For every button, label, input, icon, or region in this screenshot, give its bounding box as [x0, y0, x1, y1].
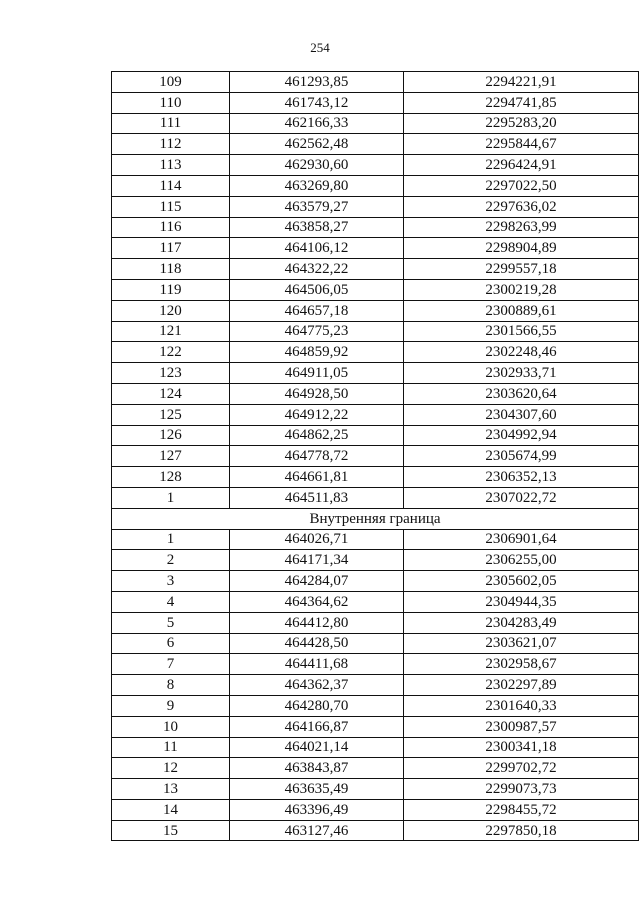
- x-coordinate-cell: 464862,25: [230, 425, 404, 446]
- y-coordinate-cell: 2300889,61: [404, 300, 639, 321]
- x-coordinate-cell: 463127,46: [230, 820, 404, 841]
- y-coordinate-cell: 2299702,72: [404, 758, 639, 779]
- point-number-cell: 122: [112, 342, 230, 363]
- table-row: [112, 571, 639, 592]
- table-row: [112, 758, 639, 779]
- section-header-row: [112, 508, 639, 529]
- point-number-cell: 8: [112, 675, 230, 696]
- table-row: [112, 175, 639, 196]
- point-number-cell: 116: [112, 217, 230, 238]
- table-row: [112, 633, 639, 654]
- point-number-cell: 128: [112, 467, 230, 488]
- outer-boundary-rows: [112, 72, 639, 509]
- y-coordinate-cell: 2302933,71: [404, 363, 639, 384]
- point-number-cell: 5: [112, 612, 230, 633]
- y-coordinate-cell: 2301640,33: [404, 695, 639, 716]
- table-row: [112, 342, 639, 363]
- table-row: [112, 72, 639, 93]
- table-row: [112, 383, 639, 404]
- x-coordinate-cell: 462930,60: [230, 155, 404, 176]
- y-coordinate-cell: 2303620,64: [404, 383, 639, 404]
- point-number-cell: 123: [112, 363, 230, 384]
- x-coordinate-cell: 464657,18: [230, 300, 404, 321]
- table-row: [112, 695, 639, 716]
- y-coordinate-cell: 2294221,91: [404, 72, 639, 93]
- y-coordinate-cell: 2303621,07: [404, 633, 639, 654]
- section-title: Внутренняя граница: [112, 508, 639, 529]
- table-row: [112, 446, 639, 467]
- y-coordinate-cell: 2302248,46: [404, 342, 639, 363]
- x-coordinate-cell: 464928,50: [230, 383, 404, 404]
- table-row: [112, 300, 639, 321]
- x-coordinate-cell: 463579,27: [230, 196, 404, 217]
- x-coordinate-cell: 464322,22: [230, 259, 404, 280]
- x-coordinate-cell: 464106,12: [230, 238, 404, 259]
- table-row: [112, 737, 639, 758]
- x-coordinate-cell: 464911,05: [230, 363, 404, 384]
- y-coordinate-cell: 2298455,72: [404, 799, 639, 820]
- point-number-cell: 126: [112, 425, 230, 446]
- x-coordinate-cell: 464166,87: [230, 716, 404, 737]
- coordinates-table: [111, 71, 639, 841]
- y-coordinate-cell: 2301566,55: [404, 321, 639, 342]
- table-row: [112, 196, 639, 217]
- x-coordinate-cell: 463635,49: [230, 779, 404, 800]
- x-coordinate-cell: 464171,34: [230, 550, 404, 571]
- y-coordinate-cell: 2296424,91: [404, 155, 639, 176]
- x-coordinate-cell: 464778,72: [230, 446, 404, 467]
- point-number-cell: 120: [112, 300, 230, 321]
- point-number-cell: 124: [112, 383, 230, 404]
- y-coordinate-cell: 2306255,00: [404, 550, 639, 571]
- point-number-cell: 112: [112, 134, 230, 155]
- x-coordinate-cell: 464912,22: [230, 404, 404, 425]
- table-row: [112, 550, 639, 571]
- table-row: [112, 425, 639, 446]
- table-row: [112, 321, 639, 342]
- y-coordinate-cell: 2297636,02: [404, 196, 639, 217]
- table-row: [112, 487, 639, 508]
- x-coordinate-cell: 463843,87: [230, 758, 404, 779]
- x-coordinate-cell: 464661,81: [230, 467, 404, 488]
- point-number-cell: 118: [112, 259, 230, 280]
- y-coordinate-cell: 2305674,99: [404, 446, 639, 467]
- table-row: [112, 779, 639, 800]
- point-number-cell: 1: [112, 529, 230, 550]
- point-number-cell: 14: [112, 799, 230, 820]
- point-number-cell: 9: [112, 695, 230, 716]
- y-coordinate-cell: 2304944,35: [404, 591, 639, 612]
- page-number: 254: [310, 40, 330, 55]
- table-row: [112, 238, 639, 259]
- x-coordinate-cell: 461293,85: [230, 72, 404, 93]
- point-number-cell: 2: [112, 550, 230, 571]
- y-coordinate-cell: 2298263,99: [404, 217, 639, 238]
- x-coordinate-cell: 464362,37: [230, 675, 404, 696]
- y-coordinate-cell: 2295283,20: [404, 113, 639, 134]
- table-row: [112, 820, 639, 841]
- table-row: [112, 467, 639, 488]
- y-coordinate-cell: 2304307,60: [404, 404, 639, 425]
- point-number-cell: 111: [112, 113, 230, 134]
- y-coordinate-cell: 2299557,18: [404, 259, 639, 280]
- point-number-cell: 3: [112, 571, 230, 592]
- point-number-cell: 7: [112, 654, 230, 675]
- x-coordinate-cell: 464280,70: [230, 695, 404, 716]
- x-coordinate-cell: 464412,80: [230, 612, 404, 633]
- table-row: [112, 113, 639, 134]
- point-number-cell: 110: [112, 92, 230, 113]
- x-coordinate-cell: 463858,27: [230, 217, 404, 238]
- x-coordinate-cell: 464411,68: [230, 654, 404, 675]
- table-row: [112, 279, 639, 300]
- point-number-cell: 127: [112, 446, 230, 467]
- y-coordinate-cell: 2302958,67: [404, 654, 639, 675]
- table-row: [112, 363, 639, 384]
- point-number-cell: 125: [112, 404, 230, 425]
- y-coordinate-cell: 2295844,67: [404, 134, 639, 155]
- point-number-cell: 113: [112, 155, 230, 176]
- point-number-cell: 119: [112, 279, 230, 300]
- x-coordinate-cell: 462562,48: [230, 134, 404, 155]
- y-coordinate-cell: 2294741,85: [404, 92, 639, 113]
- table-row: [112, 155, 639, 176]
- y-coordinate-cell: 2297022,50: [404, 175, 639, 196]
- y-coordinate-cell: 2299073,73: [404, 779, 639, 800]
- y-coordinate-cell: 2298904,89: [404, 238, 639, 259]
- point-number-cell: 114: [112, 175, 230, 196]
- point-number-cell: 15: [112, 820, 230, 841]
- y-coordinate-cell: 2300987,57: [404, 716, 639, 737]
- table-row: [112, 654, 639, 675]
- table-row: [112, 404, 639, 425]
- x-coordinate-cell: 464428,50: [230, 633, 404, 654]
- x-coordinate-cell: 462166,33: [230, 113, 404, 134]
- x-coordinate-cell: 464506,05: [230, 279, 404, 300]
- table-row: [112, 134, 639, 155]
- x-coordinate-cell: 463269,80: [230, 175, 404, 196]
- y-coordinate-cell: 2300219,28: [404, 279, 639, 300]
- y-coordinate-cell: 2306901,64: [404, 529, 639, 550]
- point-number-cell: 109: [112, 72, 230, 93]
- table-row: [112, 591, 639, 612]
- y-coordinate-cell: 2305602,05: [404, 571, 639, 592]
- y-coordinate-cell: 2304283,49: [404, 612, 639, 633]
- point-number-cell: 6: [112, 633, 230, 654]
- x-coordinate-cell: 464511,83: [230, 487, 404, 508]
- y-coordinate-cell: 2300341,18: [404, 737, 639, 758]
- table-row: [112, 675, 639, 696]
- table-row: [112, 799, 639, 820]
- inner-boundary-rows: [112, 529, 639, 841]
- x-coordinate-cell: 464021,14: [230, 737, 404, 758]
- point-number-cell: 11: [112, 737, 230, 758]
- x-coordinate-cell: 464026,71: [230, 529, 404, 550]
- point-number-cell: 13: [112, 779, 230, 800]
- table-row: [112, 217, 639, 238]
- y-coordinate-cell: 2306352,13: [404, 467, 639, 488]
- y-coordinate-cell: 2297850,18: [404, 820, 639, 841]
- point-number-cell: 10: [112, 716, 230, 737]
- point-number-cell: 115: [112, 196, 230, 217]
- point-number-cell: 12: [112, 758, 230, 779]
- y-coordinate-cell: 2302297,89: [404, 675, 639, 696]
- x-coordinate-cell: 464859,92: [230, 342, 404, 363]
- point-number-cell: 121: [112, 321, 230, 342]
- y-coordinate-cell: 2307022,72: [404, 487, 639, 508]
- x-coordinate-cell: 464775,23: [230, 321, 404, 342]
- x-coordinate-cell: 461743,12: [230, 92, 404, 113]
- x-coordinate-cell: 463396,49: [230, 799, 404, 820]
- table-row: [112, 92, 639, 113]
- x-coordinate-cell: 464284,07: [230, 571, 404, 592]
- table-row: [112, 612, 639, 633]
- table-row: [112, 259, 639, 280]
- y-coordinate-cell: 2304992,94: [404, 425, 639, 446]
- table-row: [112, 529, 639, 550]
- point-number-cell: 117: [112, 238, 230, 259]
- table-row: [112, 716, 639, 737]
- point-number-cell: 1: [112, 487, 230, 508]
- x-coordinate-cell: 464364,62: [230, 591, 404, 612]
- point-number-cell: 4: [112, 591, 230, 612]
